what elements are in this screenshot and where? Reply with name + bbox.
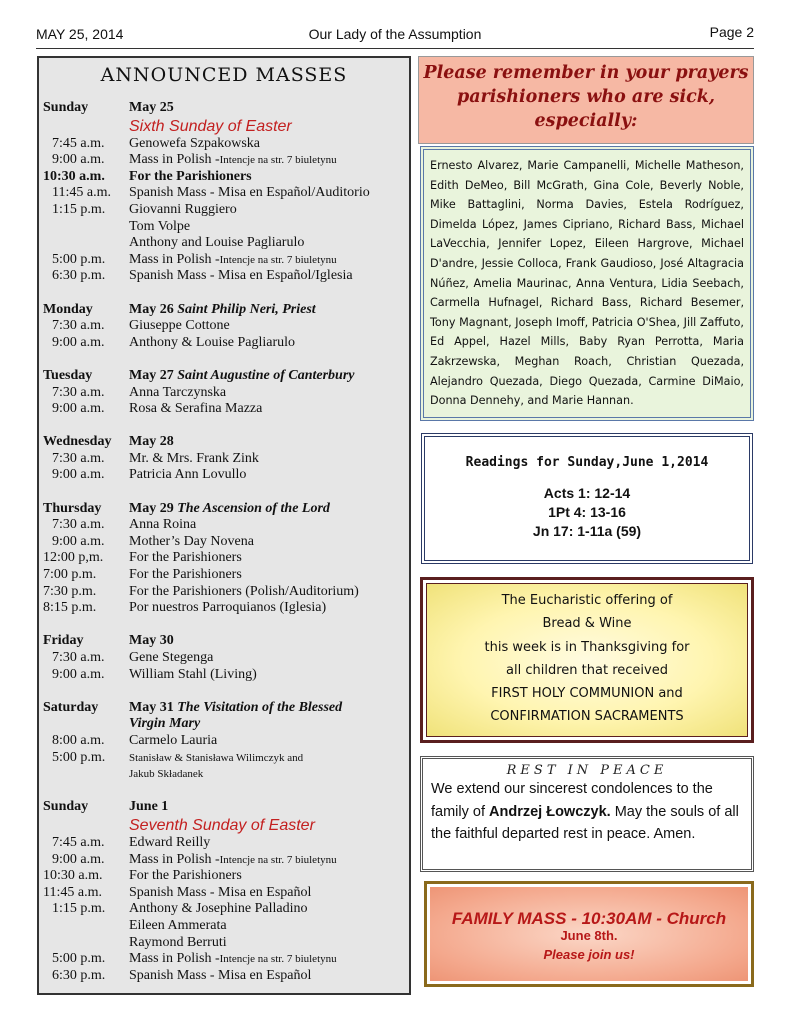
schedule-day-name: Wednesday: [43, 434, 112, 450]
mass-intention: Spanish Mass - Misa en Español: [129, 884, 312, 900]
parish-name: Our Lady of the Assumption: [308, 26, 482, 42]
mass-intention: Mass in Polish -: [129, 851, 220, 867]
schedule-day-row: [43, 100, 409, 117]
reading-line: Jn 17: 1-11a (59): [532, 523, 642, 539]
mass-intention: Anna Roina: [129, 517, 197, 533]
mass-time: [43, 766, 129, 783]
page-header: [36, 24, 754, 44]
family-mass-invite: Please join us!: [543, 947, 635, 962]
mass-time: 9:00 a.m.: [52, 851, 105, 867]
mass-time: 7:30 a.m.: [52, 384, 105, 400]
schedule-row: [43, 750, 409, 767]
mass-intention: Mr. & Mrs. Frank Zink: [129, 450, 259, 466]
family-mass-date: June 8th.: [560, 928, 618, 943]
mass-intention: Anthony & Josephine Palladino: [129, 901, 308, 917]
mass-time: 10:30 a.m.: [43, 168, 105, 184]
reading-line: 1Pt 4: 13-16: [548, 504, 626, 520]
mass-time: 5:00 p.m.: [52, 749, 106, 765]
schedule-date: May 27: [129, 367, 174, 383]
mass-time: [43, 935, 129, 952]
rest-in-peace-box: [420, 756, 754, 872]
schedule-row: [43, 918, 409, 935]
reading-line: Acts 1: 12-14: [543, 485, 631, 501]
mass-time: 1:15 p.m.: [52, 201, 106, 217]
mass-intention: For the Parishioners: [129, 567, 242, 583]
mass-time: 9:00 a.m.: [52, 401, 105, 417]
schedule-day-name: Sunday: [43, 100, 89, 115]
schedule-date: May 28: [129, 434, 174, 450]
mass-intention: Gene Stegenga: [129, 650, 214, 665]
announced-masses-title: ANNOUNCED MASSES: [100, 64, 348, 86]
mass-intention: Por nuestros Parroquianos (Iglesia): [129, 600, 327, 616]
mass-time: 5:00 p.m.: [52, 251, 106, 267]
mass-time: 9:00 a.m.: [52, 666, 105, 682]
mass-time: 7:30 a.m.: [52, 650, 105, 665]
readings-box: [421, 433, 753, 564]
mass-time: 7:30 a.m.: [52, 318, 105, 334]
intention-note: Intencje na str. 7 biuletynu: [219, 154, 337, 167]
rest-in-peace-title: REST IN PEACE: [506, 763, 668, 778]
schedule-row: [43, 169, 409, 186]
mass-intention: Mass in Polish -: [129, 951, 220, 967]
mass-intention: Carmelo Lauria: [129, 732, 218, 748]
schedule-row: [43, 550, 409, 567]
schedule-row: [43, 567, 409, 584]
saint-feast: The Ascension of the Lord: [177, 500, 330, 516]
schedule-spacer: [43, 484, 409, 501]
intention-note: Intencje na str. 7 biuletynu: [219, 853, 337, 866]
schedule-row: [43, 202, 409, 219]
schedule-row: [43, 534, 409, 551]
schedule-spacer: [43, 617, 409, 634]
schedule-date: June 1: [129, 799, 169, 815]
schedule-row: [43, 219, 409, 236]
mass-time: 7:45 a.m.: [52, 135, 105, 151]
mass-intention: Anna Tarczynska: [129, 384, 227, 400]
mass-time: 7:30 p.m.: [43, 583, 97, 599]
readings-title: Readings for Sunday,June 1,2014: [465, 455, 709, 470]
mass-time: [43, 219, 129, 236]
mass-time: 10:30 a.m.: [43, 868, 103, 884]
announced-masses-box: [37, 56, 411, 995]
schedule-row: [43, 650, 409, 667]
schedule-day-name: Saturday: [43, 699, 99, 715]
mass-intention: Mass in Polish -: [129, 152, 220, 168]
schedule-row: [43, 235, 409, 252]
schedule-day-name: Friday: [43, 633, 84, 649]
schedule-row: [43, 584, 409, 601]
mass-time: [43, 235, 129, 252]
family-mass-title: FAMILY MASS - 10:30AM - Church: [451, 909, 727, 928]
prayer-request-heading: Please remember in your prayers parishioners who are sick, especially:: [418, 56, 754, 144]
mass-intention: For the Parishioners (Polish/Auditorium): [129, 583, 359, 599]
schedule-row: [43, 117, 409, 136]
mass-intention: Rosa & Serafina Mazza: [129, 401, 263, 417]
eucharist-line: FIRST HOLY COMMUNION and: [491, 686, 683, 702]
schedule-spacer: [43, 683, 409, 700]
mass-time: 8:15 p.m.: [43, 600, 97, 616]
mass-time: 5:00 p.m.: [52, 951, 106, 967]
mass-time: 9:00 a.m.: [52, 152, 105, 168]
mass-intention: Anthony & Louise Pagliarulo: [129, 334, 296, 350]
condolence-text: We extend our sincerest condolences to the family of Andrzej Łowczyk. May the souls of all the faithful departed rest in peace. Amen.: [431, 781, 739, 842]
schedule-row: [43, 185, 409, 202]
schedule-day-row: [43, 700, 409, 717]
schedule-date: May 30: [129, 633, 174, 649]
schedule-day-row: [43, 799, 409, 816]
mass-intention: For the Parishioners: [129, 868, 242, 884]
mass-time: 9:00 a.m.: [52, 334, 105, 350]
mass-time: 8:00 a.m.: [52, 732, 105, 748]
sick-parishioners-list: Ernesto Alvarez, Marie Campanelli, Michelle Matheson, Edith DeMeo, Bill McGrath, Gina Cole, Beverly Noble, Mike Battaglini, Norma Davies, Estela Rodríguez, Dimelda López, James Cipriano, Richard Bass, Michael LaVecchia, Jennifer Lopez, Eileen Hargrove, Michael D'andre, Jessie Colloca, Frank Gaudioso, José Altagracia Núñez, Amelia Maurinac, Anna Ventura, Lidia Seebach, Carmella Hufnagel, Richard Bass, Richard Besemer, Tony Magnant, Joseph Imoff, Patricia O'Shea, Jill Zaffuto, Ed Appel, Hazel Mills, Baby Ryan Perrotta, Maria Zakrzewska, Meghan Roach, Christian Quezada, Alejandro Quezada, Diego Quezada, Carmine DiMaio, Donna Dennehy, and Marie Hannan.: [420, 146, 754, 421]
mass-time: [43, 716, 129, 733]
schedule-row: [43, 401, 409, 418]
schedule-spacer: [43, 285, 409, 302]
schedule-day-name: Monday: [43, 301, 93, 317]
mass-intention: Anthony and Louise Pagliarulo: [129, 235, 305, 251]
schedule-day-row: [43, 434, 409, 451]
mass-time: 1:15 p.m.: [52, 901, 106, 917]
schedule-row: [43, 600, 409, 617]
mass-time: 6:30 p.m.: [52, 967, 106, 983]
mass-intention: Spanish Mass - Misa en Español/Iglesia: [129, 268, 353, 284]
schedule-row: [43, 318, 409, 335]
schedule-row: [43, 868, 409, 885]
schedule-row: [43, 935, 409, 952]
page-number: Page 2: [709, 24, 754, 40]
schedule-date: May 31: [129, 699, 174, 715]
mass-time: 7:45 a.m.: [52, 834, 105, 850]
mass-intention: Patricia Ann Lovullo: [129, 467, 247, 483]
mass-time: 9:00 a.m.: [52, 467, 105, 483]
intention-note: Intencje na str. 7 biuletynu: [219, 253, 337, 266]
schedule-row: [43, 385, 409, 402]
mass-intention: William Stahl (Living): [129, 666, 257, 682]
schedule-row: [43, 517, 409, 534]
deceased-name: Andrzej Łowczyk.: [489, 803, 611, 820]
schedule-date: May 29: [129, 500, 174, 516]
intention-note: Intencje na str. 7 biuletynu: [219, 953, 337, 966]
schedule-date: May 25: [129, 100, 174, 115]
mass-time: [43, 816, 129, 835]
saint-feast: Saint Augustine of Canterbury: [177, 367, 355, 383]
feast-title: Sixth Sunday of Easter: [129, 117, 292, 135]
mass-intention: Tom Volpe: [129, 218, 191, 234]
intention-note: Stanisław & Stanisława Wilimczyk and: [129, 751, 304, 764]
schedule-row: [43, 852, 409, 869]
mass-intention: Mass in Polish -: [129, 251, 220, 267]
eucharistic-offering-box: [420, 577, 754, 743]
schedule-row: [43, 268, 409, 285]
eucharist-line: Bread & Wine: [542, 616, 632, 632]
mass-intention: For the Parishioners: [129, 550, 242, 566]
schedule-row: [43, 816, 409, 835]
schedule-date: May 26: [129, 301, 174, 317]
schedule-row: [43, 667, 409, 684]
saint-feast: Virgin Mary: [129, 716, 201, 732]
schedule-spacer: [43, 418, 409, 435]
mass-intention: Giuseppe Cottone: [129, 318, 230, 334]
saint-feast: The Visitation of the Blessed: [177, 699, 343, 715]
mass-intention: Mother’s Day Novena: [129, 533, 254, 549]
schedule-row: [43, 901, 409, 918]
mass-time: 11:45 a.m.: [52, 185, 111, 201]
schedule-row: [43, 951, 409, 968]
schedule-row: [43, 136, 409, 153]
mass-time: [43, 117, 129, 136]
mass-intention: Eileen Ammerata: [129, 917, 227, 933]
mass-intention: Spanish Mass - Misa en Español: [129, 967, 312, 983]
mass-time: 12:00 p,m.: [43, 550, 104, 566]
mass-intention: Raymond Berruti: [129, 934, 227, 950]
header-divider: [36, 48, 754, 49]
mass-time: 9:00 a.m.: [52, 533, 105, 549]
schedule-row: [43, 766, 409, 783]
mass-time: 7:30 a.m.: [52, 517, 105, 533]
eucharist-line: The Eucharistic offering of: [501, 593, 673, 608]
mass-intention: Edward Reilly: [129, 834, 211, 850]
schedule-day-name: Thursday: [43, 500, 102, 516]
schedule-row: [43, 733, 409, 750]
schedule-day-row: [43, 368, 409, 385]
eucharist-line: all children that received: [506, 662, 668, 678]
schedule-day-row: [43, 302, 409, 319]
schedule-row: [43, 451, 409, 468]
mass-time: [43, 918, 129, 935]
mass-schedule-list: [43, 100, 409, 984]
family-mass-box: [424, 881, 754, 987]
eucharist-line: CONFIRMATION SACRAMENTS: [490, 709, 684, 725]
schedule-day-row: [43, 633, 409, 650]
mass-time: 7:30 a.m.: [52, 450, 105, 466]
schedule-row: [43, 467, 409, 484]
eucharist-line: this week is in Thanksgiving for: [484, 639, 690, 655]
schedule-row: [43, 252, 409, 269]
mass-time: 11:45 a.m.: [43, 884, 102, 900]
mass-intention: For the Parishioners: [129, 168, 252, 184]
mass-intention: Genowefa Szpakowska: [129, 135, 261, 151]
schedule-row: [43, 968, 409, 985]
feast-title: Seventh Sunday of Easter: [129, 816, 315, 834]
schedule-day-name: Tuesday: [43, 367, 93, 383]
schedule-row: [43, 885, 409, 902]
schedule-spacer: [43, 351, 409, 368]
schedule-row: [43, 335, 409, 352]
schedule-day-row: [43, 501, 409, 518]
schedule-row: [43, 152, 409, 169]
mass-intention: Giovanni Ruggiero: [129, 201, 237, 217]
schedule-day-name: Sunday: [43, 799, 89, 815]
saint-feast: Saint Philip Neri, Priest: [177, 301, 316, 317]
mass-time: 6:30 p.m.: [52, 268, 106, 284]
schedule-row: [43, 835, 409, 852]
issue-date: MAY 25, 2014: [36, 26, 124, 42]
intention-note: Jakub Składanek: [129, 768, 204, 781]
mass-time: 7:00 p.m.: [43, 567, 97, 583]
schedule-row: [43, 716, 409, 733]
mass-intention: Spanish Mass - Misa en Español/Auditorio: [129, 185, 370, 201]
schedule-spacer: [43, 783, 409, 800]
